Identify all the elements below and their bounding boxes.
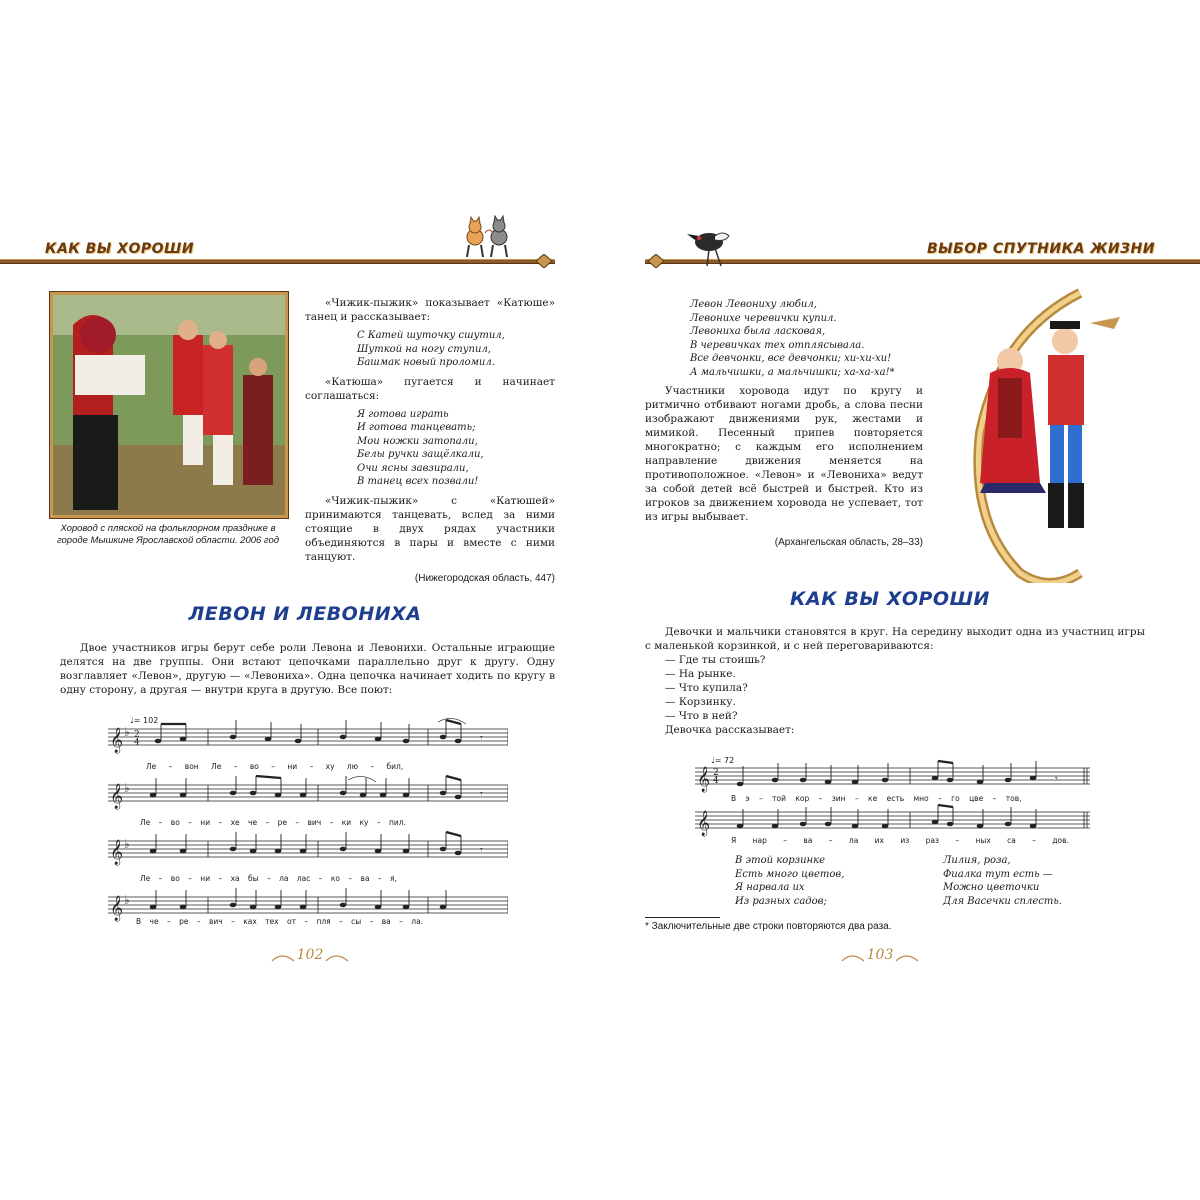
poem-line: Башмак новый проломил. [357,357,495,368]
poem-line: Можно цветочки [943,882,1040,893]
dialogue-line: Девочка рассказывает: [665,724,795,736]
left-text-column [305,296,555,586]
footnote-rule [645,917,720,918]
cats-illustration [455,215,525,260]
khorovod-photo [53,295,285,515]
dialogue-line: — На рынке. [665,668,736,680]
poem-line: Мои ножки затопали, [357,435,478,447]
tempo-mark: ♩= 72 [711,756,735,765]
paragraph: «Чижик-пыжик» показывает «Катюше» танец и рассказывает: [305,297,555,323]
lyrics-line: Я нар – ва – ла их из раз – ных са – дов. [731,836,1069,845]
poem-line: Левон Левониху любил, [690,299,817,310]
source-note: (Архангельская область, 28–33) [774,537,923,548]
poem-line: Я нарвала их [735,882,805,893]
poem-line: Лилия, роза, [943,855,1011,866]
poem-line: Я готова играть [357,408,449,420]
dialogue-line: — Где ты стоишь? [665,654,766,666]
dialogue-line: — Корзинку. [665,696,736,708]
left-running-header: КАК ВЫ ХОРОШИ [45,241,195,257]
left-header-ornament [536,254,552,268]
poem-line: Из разных садов; [735,895,827,907]
svg-text:𝄾: 𝄾 [480,733,483,744]
poem-top [690,298,895,379]
poem-line: Фиалка тут есть — [943,868,1053,880]
page-number-left: 102 [296,947,324,963]
svg-text:2: 2 [134,730,140,740]
poem-line: Белы ручки защёлкали, [357,449,484,460]
svg-text:♭: ♭ [124,837,130,851]
svg-text:4: 4 [134,738,140,748]
poem-bottom-right [943,854,1062,908]
poem-line: Для Васечки сплесть. [943,895,1062,907]
right-intro [645,625,1145,737]
svg-text:2: 2 [713,768,719,778]
svg-text:♭: ♭ [124,781,130,795]
poem-line: Очи ясны завзирали, [357,462,469,474]
poem-line: Шуткой на ногу ступил, [357,343,491,355]
poem-line: Левониха была ласковая, [690,326,826,337]
svg-text:𝄞: 𝄞 [110,728,124,753]
svg-text:𝄞: 𝄞 [110,896,124,921]
paragraph: Двое участников игры берут себе роли Левона и Левонихи. Остальные играющие делятся на две группы. Они встают цепочками параллельно друг к другу. Одну возглавляет «Левон», другую — «Левониха». Одна цепочка начинает ходить по кругу в одну сторону, а другая — внутри круга в другую. Все поют: [60,642,555,696]
svg-text:𝄞: 𝄞 [697,767,711,792]
dialogue-line: — Что купила? [665,682,748,694]
couple-illustration [940,283,1140,583]
page-number-right: 103 [866,947,894,963]
source-note: (Нижегородская область, 447) [414,572,555,584]
photo-caption: Хоровод с пляской на фольклорном празднике в городе Мышкине Ярославской области. 2006 год [56,523,280,546]
paragraph: «Катюша» пугается и начинает соглашаться: [305,375,555,402]
poem-bottom-left [735,854,844,908]
dialogue [665,653,1145,737]
poem-line: В черевичках тех отплясывала. [690,339,865,351]
right-header-ornament [648,254,664,268]
section-title: КАК ВЫ ХОРОШИ [790,588,990,610]
left-intro [60,641,555,697]
lyrics-line: В э – той кор – зин – ке есть мно – го цве – тов, [731,794,1022,803]
svg-text:𝄞: 𝄞 [110,840,124,865]
paragraph: «Чижик-пыжик» с «Катюшей» принимаются танцевать, вслед за ними стоящие в двух рядах участники объединяются в пары и вместе с ними танцуют. [305,494,555,563]
poem-line: А мальчишки, а мальчишки; ха-ха-ха!* [690,366,895,378]
right-text-column [645,384,923,550]
lyrics-line: Ле – вон Ле – во – ни – ху лю – бил, [146,762,404,771]
poem [357,329,555,370]
dialogue-line: — Что в ней? [665,710,738,722]
svg-text:♭: ♭ [124,893,130,907]
right-running-header: ВЫБОР СПУТНИКА ЖИЗНИ [926,241,1155,257]
section-title: ЛЕВОН И ЛЕВОНИХА [188,603,422,625]
poem-line: С Катей шуточку сшутил, [357,330,505,341]
svg-text:𝄾: 𝄾 [480,845,483,856]
poem [357,408,555,489]
score-left [108,712,508,937]
tempo-mark: ♩= 102 [130,716,159,725]
paragraph: Участники хоровода идут по кругу и ритмично отбивают ногами дробь, а слова песни изображают движениями рук, жестами и мимикой. Песенный припев повторяется многократно; с каждым его исполнением направление движения меняется на противоположное. «Левон» и «Левониха» ведут за собой детей всё быстрей и быстрей. Кто из игроков за движением хоровода не успевает, тот из игры выбывает. [645,385,923,523]
photo-frame [50,292,288,518]
lyrics-line: В че – ре – вич – ках тех от – пля – сы – ва – ла. [136,917,424,926]
svg-text:4: 4 [713,776,719,786]
poem-line: Все девчонки, все девчонки; хи-хи-хи! [690,353,892,364]
svg-text:♭: ♭ [124,725,130,739]
poem-line: Левонихе черевички купил. [690,312,837,324]
svg-text:𝄾: 𝄾 [480,789,483,800]
score-right [695,756,1090,851]
lyrics-line: Ле – во – ни – ха бы – ла лас – ко – ва – я, [140,874,397,883]
footnote: * Заключительные две строки повторяются два раза. [645,921,892,932]
bird-illustration [685,226,735,270]
svg-text:𝄞: 𝄞 [697,811,711,836]
paragraph: Девочки и мальчики становятся в круг. На середину выходит одна из участниц игры с маленькой корзинкой, и с ней переговариваются: [645,626,1145,652]
lyrics-line: Ле – во – ни – хе че – ре – вич – ки ку – пил. [140,818,406,827]
svg-text:𝄞: 𝄞 [110,784,124,809]
poem-line: В танец всех позвали! [357,476,479,487]
poem-line: Есть много цветов, [735,868,845,880]
poem-line: В этой корзинке [735,855,826,866]
svg-text:𝄾: 𝄾 [1055,774,1058,785]
poem-line: И готова танцевать; [357,422,476,433]
